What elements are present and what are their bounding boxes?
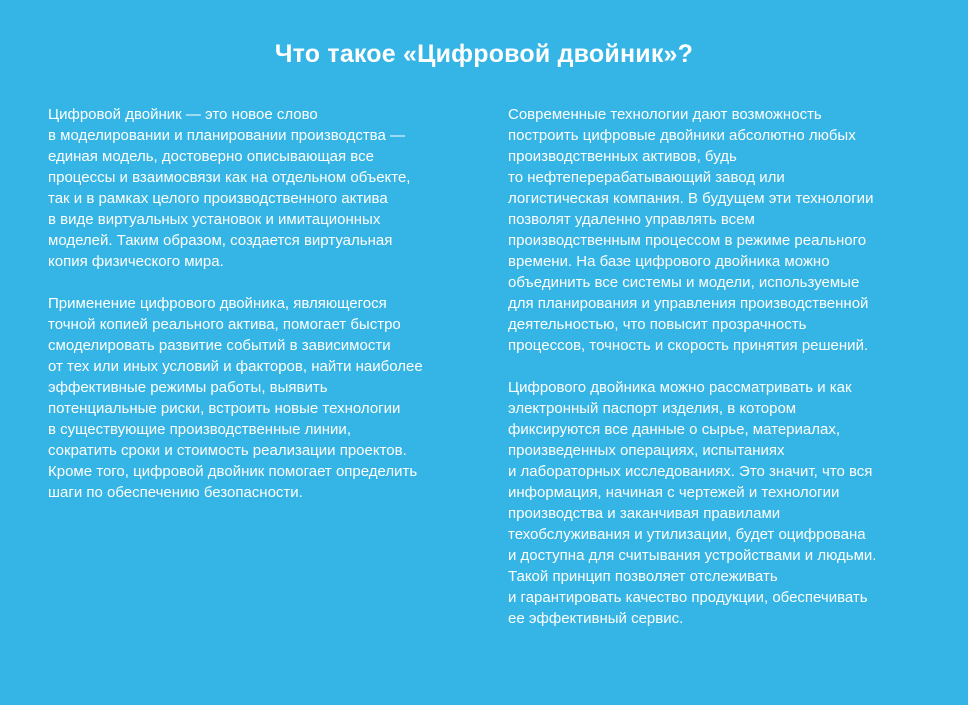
- text-line: Цифрового двойника можно рассматривать и как: [508, 379, 852, 396]
- right-paragraph-2: [508, 377, 918, 629]
- text-line: объединить все системы и модели, используемые: [508, 274, 860, 291]
- text-line: точной копией реального актива, помогает быстро: [48, 316, 401, 333]
- text-line: процессы и взаимосвязи как на отдельном объекте,: [48, 169, 411, 186]
- text-line: в существующие производственные линии,: [48, 421, 351, 438]
- text-line: построить цифровые двойники абсолютно любых: [508, 127, 856, 144]
- text-line: производственным процессом в режиме реального: [508, 232, 867, 249]
- text-line: времени. На базе цифрового двойника можно: [508, 253, 830, 270]
- text-line: процессов, точность и скорость принятия решений.: [508, 337, 869, 354]
- text-line: логистическая компания. В будущем эти технологии: [508, 190, 874, 207]
- text-line: электронный паспорт изделия, в котором: [508, 400, 797, 417]
- text-line: Современные технологии дают возможность: [508, 106, 822, 123]
- text-line: и гарантировать качество продукции, обеспечивать: [508, 589, 868, 606]
- page-title: Что такое «Цифровой двойник»?: [274, 40, 694, 68]
- text-line: шаги по обеспечению безопасности.: [48, 484, 303, 501]
- text-line: Цифровой двойник — это новое слово: [48, 106, 318, 123]
- text-line: деятельностью, что повысит прозрачность: [508, 316, 807, 333]
- text-line: единая модель, достоверно описывающая все: [48, 148, 374, 165]
- text-line: и лабораторных исследованиях. Это значит, что вся: [508, 463, 873, 480]
- text-line: от тех или иных условий и факторов, найти наиболее: [48, 358, 423, 375]
- text-line: эффективные режимы работы, выявить: [48, 379, 328, 396]
- text-line: Применение цифрового двойника, являющегося: [48, 295, 387, 312]
- text-line: в моделировании и планировании производства —: [48, 127, 405, 144]
- text-line: то нефтеперерабатывающий завод или: [508, 169, 785, 186]
- text-line: позволят удаленно управлять всем: [508, 211, 755, 228]
- text-line: фиксируются все данные о сырье, материалах,: [508, 421, 840, 438]
- text-line: Кроме того, цифровой двойник помогает определить: [48, 463, 418, 480]
- text-line: в виде виртуальных установок и имитационных: [48, 211, 381, 228]
- text-line: копия физического мира.: [48, 253, 224, 270]
- text-line: так и в рамках целого производственного актива: [48, 190, 388, 207]
- text-line: ее эффективный сервис.: [508, 610, 684, 627]
- text-line: моделей. Таким образом, создается виртуальная: [48, 232, 393, 249]
- text-line: производства и заканчивая правилами: [508, 505, 781, 522]
- text-line: техобслуживания и утилизации, будет оцифрована: [508, 526, 866, 543]
- text-line: Такой принцип позволяет отслеживать: [508, 568, 778, 585]
- text-line: потенциальные риски, встроить новые технологии: [48, 400, 401, 417]
- text-line: информация, начиная с чертежей и технологии: [508, 484, 840, 501]
- text-line: сократить сроки и стоимость реализации проектов.: [48, 442, 407, 459]
- left-column: [48, 104, 468, 524]
- text-line: для планирования и управления производственной: [508, 295, 869, 312]
- left-paragraph-1: [48, 104, 468, 272]
- right-paragraph-1: [508, 104, 918, 356]
- text-line: произведенных операциях, испытаниях: [508, 442, 785, 459]
- text-line: и доступна для считывания устройствами и людьми.: [508, 547, 877, 564]
- text-line: производственных активов, будь: [508, 148, 737, 165]
- right-column: [508, 104, 918, 650]
- text-line: смоделировать развитие событий в зависимости: [48, 337, 391, 354]
- left-paragraph-2: [48, 293, 468, 503]
